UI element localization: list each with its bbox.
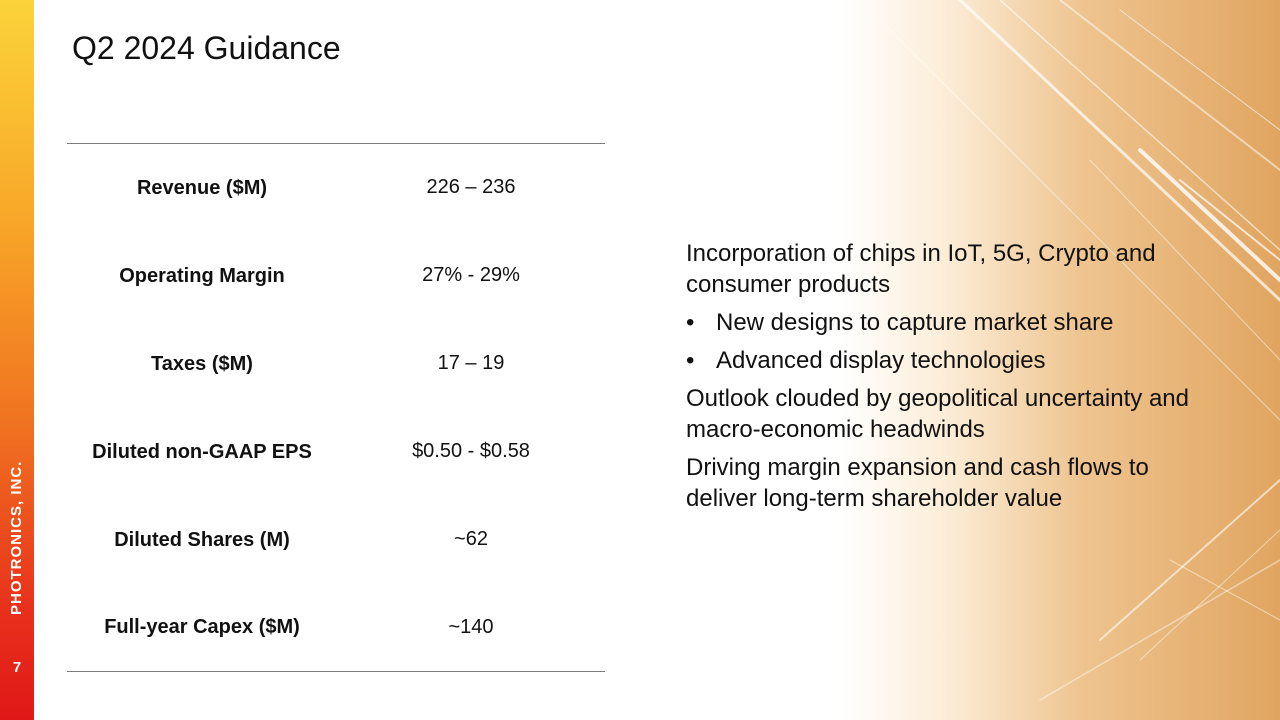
table-row: [67, 232, 605, 320]
table-row: [67, 144, 605, 232]
list-item: [686, 345, 1206, 376]
page-number: 7: [12, 659, 22, 676]
commentary-driving: Driving margin expansion and cash flows to deliver long-term shareholder value: [686, 454, 1149, 512]
bullet-text: New designs to capture market share: [716, 309, 1114, 336]
metric-value: 17 – 19: [437, 352, 505, 374]
table-row: [67, 320, 605, 408]
bullet-icon: •: [686, 309, 695, 336]
commentary-text: [686, 238, 1206, 521]
bullet-text: Advanced display technologies: [716, 347, 1046, 374]
metric-value: ~62: [454, 528, 488, 550]
metric-value: 226 – 236: [426, 176, 516, 199]
metric-label: Operating Margin: [119, 264, 285, 287]
table-row: [67, 496, 605, 584]
metric-value: ~140: [448, 615, 494, 638]
table-row: [67, 584, 605, 672]
metric-label: Taxes ($M): [151, 352, 253, 375]
slide-title: Q2 2024 Guidance: [72, 30, 341, 66]
commentary-bullets: [686, 307, 1206, 376]
metric-label: Full-year Capex ($M): [104, 616, 300, 639]
table-row: [67, 408, 605, 496]
metric-label: Diluted Shares (M): [114, 528, 290, 551]
metric-value: $0.50 - $0.58: [412, 440, 530, 462]
commentary-intro: Incorporation of chips in IoT, 5G, Crypto and consumer products: [686, 240, 1156, 298]
metric-label: Revenue ($M): [136, 176, 268, 199]
brand-sidebar: [0, 0, 34, 720]
guidance-table: [67, 143, 605, 672]
company-brand: PHOTRONICS, INC.: [8, 460, 25, 615]
commentary-outlook: Outlook clouded by geopolitical uncertainty and macro-economic headwinds: [686, 385, 1189, 443]
list-item: [686, 307, 1206, 338]
metric-value: 27% - 29%: [422, 264, 520, 286]
metric-label: Diluted non-GAAP EPS: [92, 440, 312, 463]
bullet-icon: •: [686, 347, 695, 374]
